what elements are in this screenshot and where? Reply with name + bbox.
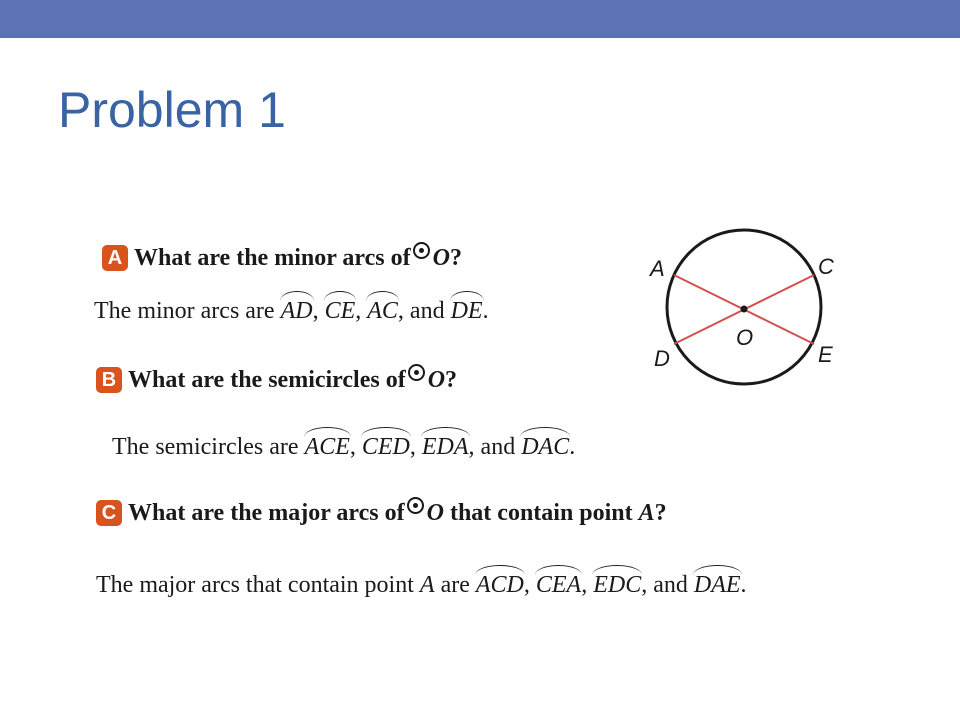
- center-point: [741, 306, 748, 313]
- answer-a: The minor arcs are AD, CE, AC, and DE.: [94, 298, 489, 324]
- arc-label: DAC: [521, 434, 570, 460]
- conjunction: and: [480, 434, 516, 460]
- arc-label: AD: [280, 298, 313, 324]
- answer-end: .: [569, 434, 576, 460]
- circle-symbol-icon: [407, 497, 424, 514]
- arc-label: EDA: [421, 434, 469, 460]
- badge-a: A: [102, 245, 128, 271]
- circle-symbol-icon: [408, 364, 425, 381]
- answer-end: .: [482, 298, 489, 324]
- answer-lead: The semicircles are: [112, 434, 299, 460]
- arc-label: DE: [450, 298, 483, 324]
- question-a: [102, 242, 462, 273]
- point-label-e: E: [818, 342, 833, 367]
- answer-lead: The major arcs that contain point: [96, 572, 414, 598]
- conjunction: and: [409, 298, 445, 324]
- arc-label: EDC: [593, 572, 642, 598]
- question-b: [96, 364, 457, 395]
- question-b-text: What are the semicircles of: [128, 367, 406, 393]
- arc-label: AC: [367, 298, 398, 324]
- point-label-c: C: [818, 254, 834, 279]
- arc-label: CEA: [535, 572, 582, 598]
- answer-are: are: [440, 572, 470, 598]
- conjunction: and: [653, 572, 688, 598]
- arc-label: DAE: [693, 572, 741, 598]
- point-label-a: A: [650, 256, 665, 281]
- point-label-d: D: [654, 346, 670, 371]
- answer-lead: The minor arcs are: [94, 298, 275, 324]
- arc-label: ACE: [304, 434, 350, 460]
- circle-name: O: [432, 245, 450, 271]
- question-mark: ?: [445, 367, 458, 393]
- badge-c: C: [96, 500, 122, 526]
- arc-label: ACD: [475, 572, 524, 598]
- slide-title: Problem 1: [58, 82, 286, 138]
- answer-b: The semicircles are ACE, CED, EDA, and DAC.: [112, 434, 576, 460]
- circle-symbol-icon: [413, 242, 430, 259]
- question-mark: ?: [449, 245, 462, 271]
- arc-label: CE: [324, 298, 356, 324]
- question-c: [96, 497, 667, 528]
- question-mark: ?: [654, 500, 667, 526]
- point-name: A: [419, 572, 435, 598]
- question-c-mid: that contain point: [449, 500, 633, 526]
- question-a-text: What are the minor arcs of: [134, 245, 411, 271]
- arc-label: CED: [361, 434, 410, 460]
- top-band: [0, 0, 960, 38]
- answer-c: The major arcs that contain point A are ACD, CEA, EDC, and DAE.: [96, 572, 747, 598]
- center-label-o: O: [736, 325, 754, 350]
- point-name: A: [638, 500, 655, 526]
- badge-b: B: [96, 367, 122, 393]
- circle-name: O: [427, 367, 446, 393]
- circle-diagram: [640, 228, 860, 398]
- answer-end: .: [740, 572, 747, 598]
- circle-name: O: [426, 500, 444, 526]
- question-c-text: What are the major arcs of: [128, 500, 405, 526]
